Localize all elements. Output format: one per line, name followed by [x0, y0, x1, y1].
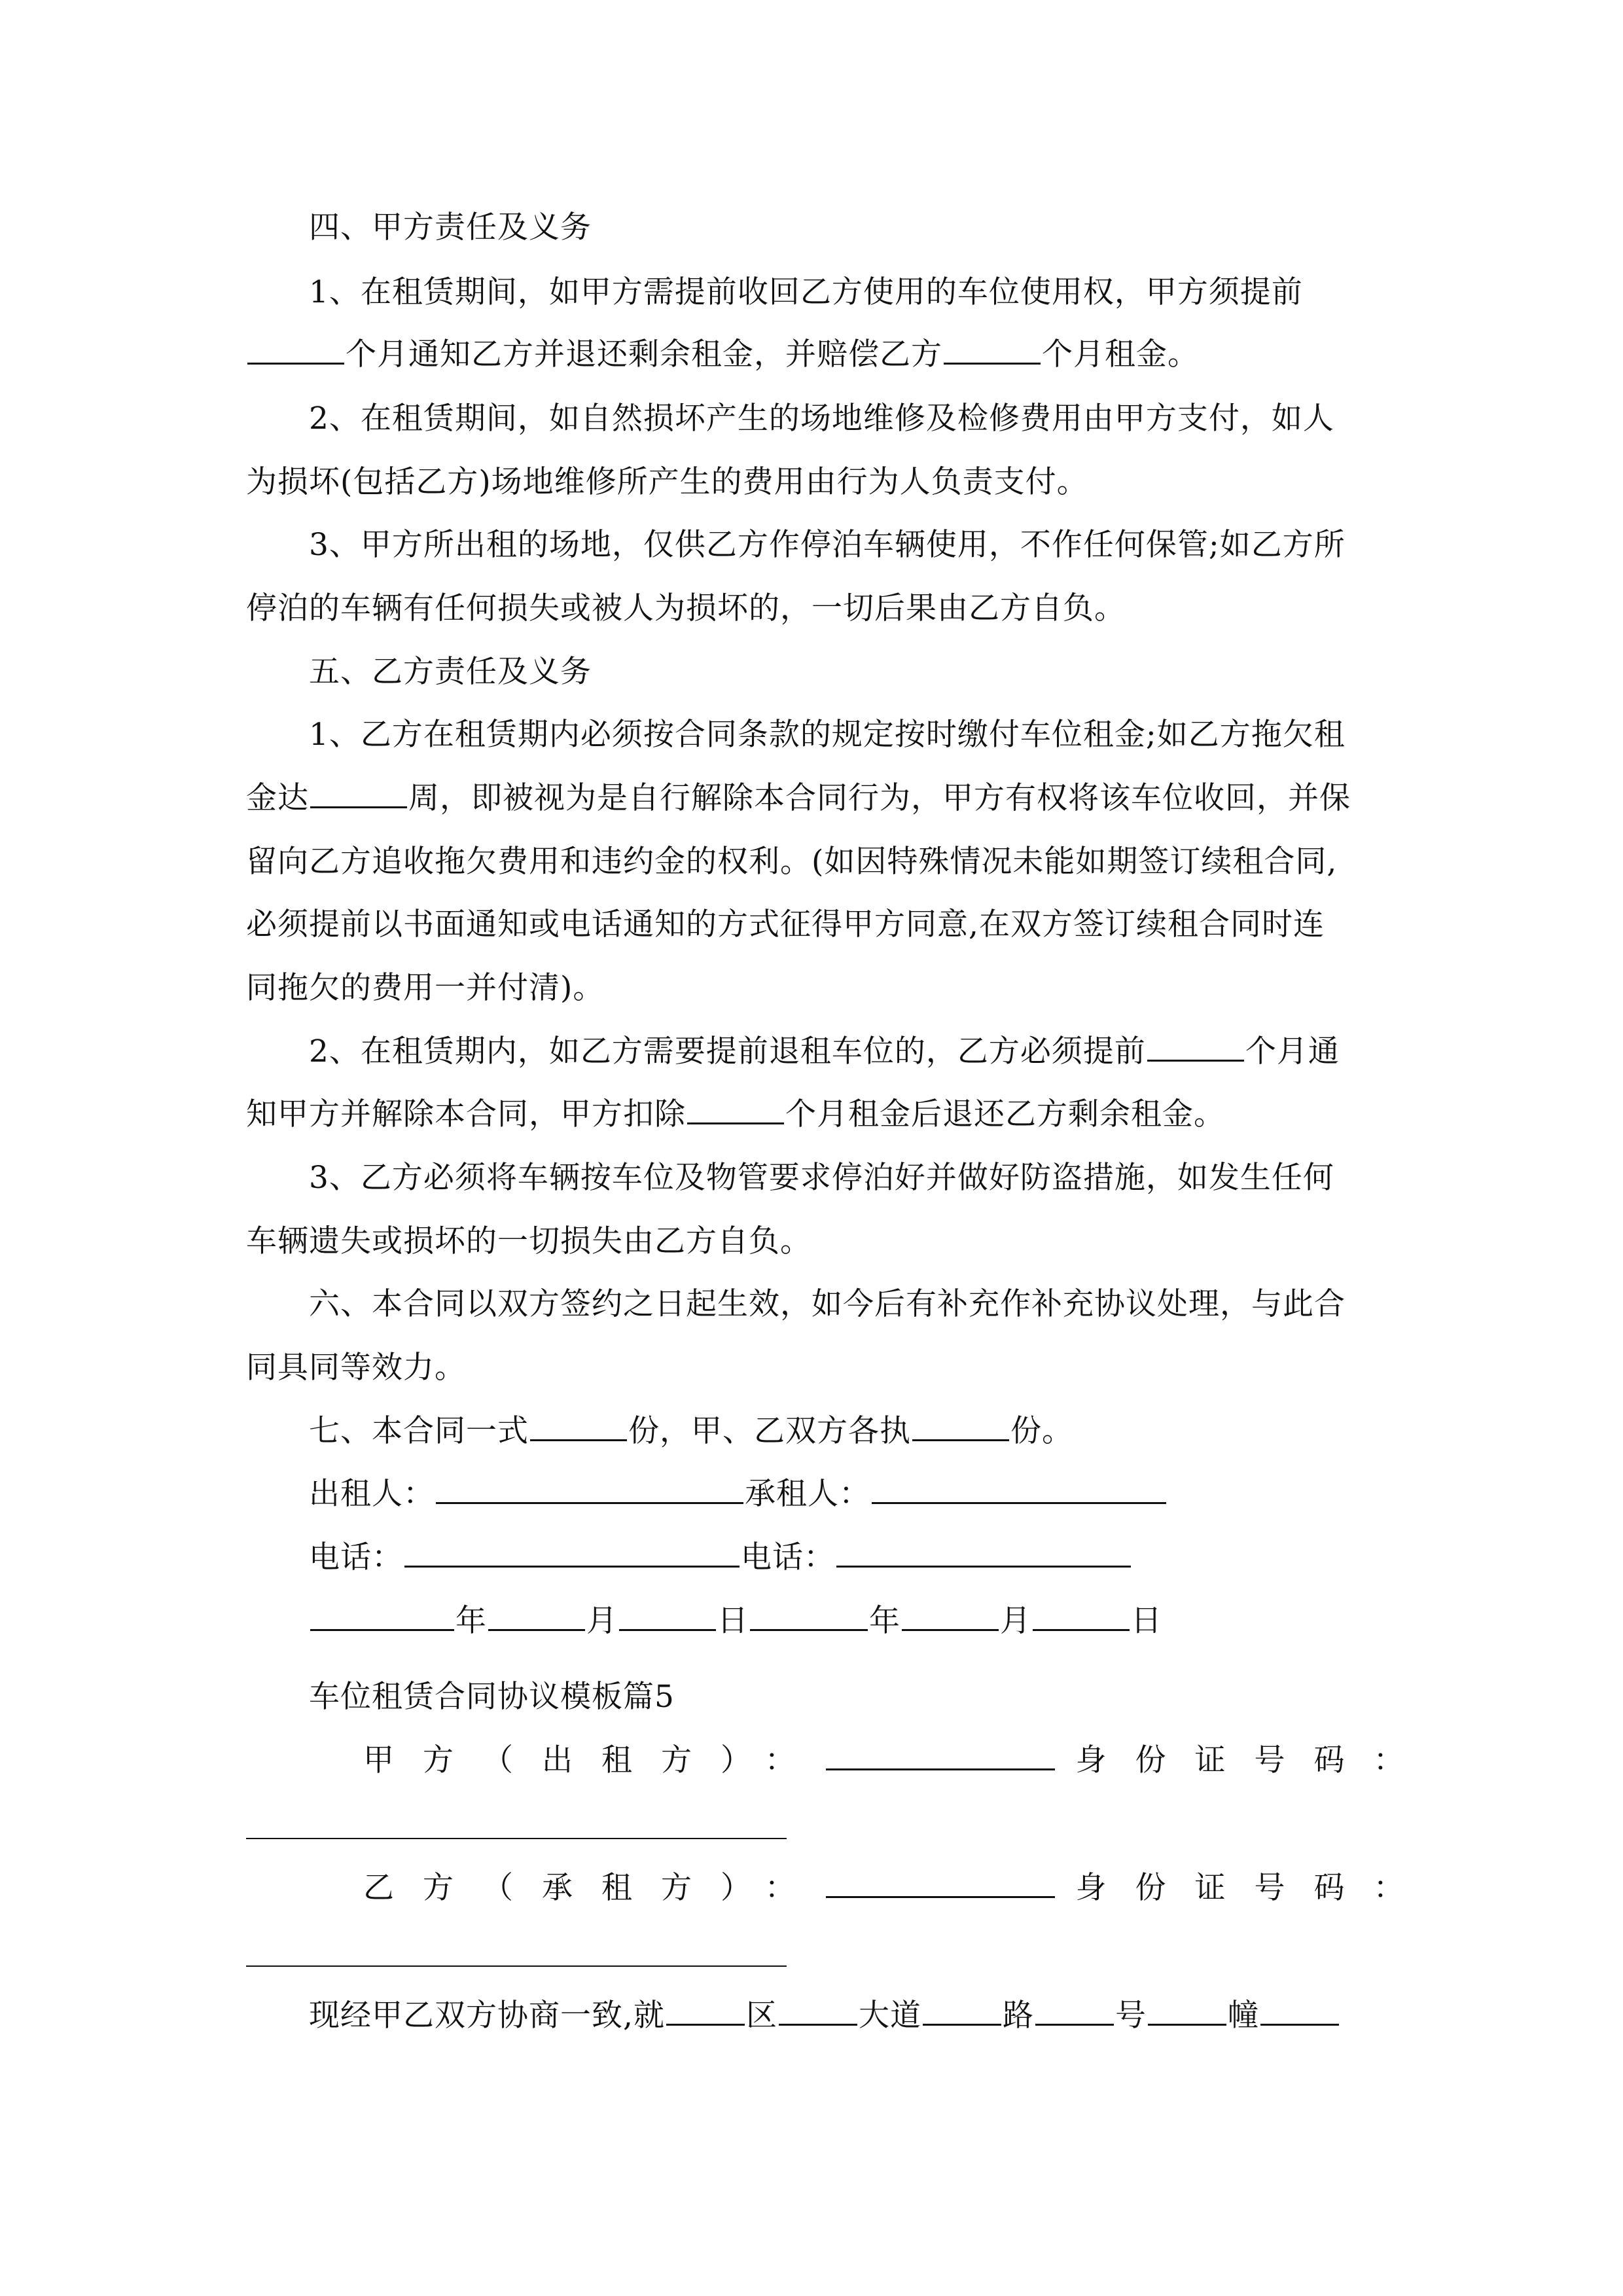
section-5-item-1-cont2: 留向乙方追收拖欠费用和违约金的权利。(如因特殊情况未能如期签订续租合同,	[246, 844, 1338, 880]
party-a-id-field[interactable]	[246, 1838, 787, 1839]
lessor-signature-field[interactable]	[436, 1501, 743, 1504]
lessor-phone-field[interactable]	[404, 1565, 740, 1568]
day-field[interactable]	[1033, 1628, 1130, 1631]
section-5-item-1-cont3: 必须提前以书面通知或电话通知的方式征得甲方同意,在双方签订续租合同时连	[246, 906, 1325, 942]
phone-row: 电话： 电话：	[309, 1538, 1441, 1577]
section-4-item-2-cont: 为损坏(包括乙方)场地维修所产生的费用由行为人负责支付。	[246, 464, 1088, 500]
month-field[interactable]	[488, 1628, 585, 1631]
blank-field[interactable]	[1147, 1059, 1244, 1062]
section-4-item-1-cont: 个月通知乙方并退还剩余租金，并赔偿乙方 个月租金。	[246, 335, 1378, 374]
section-6: 六、本合同以双方签约之日起生效，如今后有补充作补充协议处理，与此合	[309, 1286, 1346, 1322]
party-b-row: 乙方（承租方）： 身份证号码：	[363, 1870, 1433, 1906]
section-5-item-3-cont: 车辆遗失或损坏的一切损失由乙方自负。	[246, 1223, 812, 1259]
blank-field[interactable]	[310, 806, 407, 808]
section-6-cont: 同具同等效力。	[246, 1350, 466, 1386]
district-field[interactable]	[666, 2023, 745, 2026]
blank-field[interactable]	[530, 1439, 627, 1441]
number-field[interactable]	[1035, 2023, 1114, 2026]
party-b-name-field[interactable]	[826, 1895, 1055, 1898]
section-5-item-1-cont4: 同拖欠的费用一并付清)。	[246, 970, 605, 1006]
party-b-id-field[interactable]	[246, 1965, 787, 1967]
party-a-name-field[interactable]	[826, 1768, 1055, 1770]
month-field[interactable]	[902, 1628, 999, 1631]
party-a-row: 甲方（出租方）： 身份证号码：	[363, 1742, 1433, 1778]
section-7: 七、本合同一式 份，甲、乙双方各执 份。	[309, 1413, 1073, 1449]
lessee-phone-field[interactable]	[836, 1565, 1131, 1568]
blank-field[interactable]	[944, 362, 1041, 365]
section-4-item-2: 2、在租赁期间，如自然损坏产生的场地维修及检修费用由甲方支付，如人	[309, 401, 1334, 437]
avenue-field[interactable]	[779, 2023, 857, 2026]
lessee-signature-field[interactable]	[872, 1501, 1166, 1504]
building-number-field[interactable]	[1148, 2023, 1226, 2026]
signature-row: 出租人： 承租人：	[309, 1475, 1441, 1514]
day-field[interactable]	[619, 1628, 716, 1631]
section-5-item-1: 1、乙方在租赁期内必须按合同条款的规定按时缴付车位租金;如乙方拖欠租	[309, 717, 1346, 753]
date-row: 年 月 日 年 月 日	[309, 1602, 1441, 1641]
agreement-intro: 现经甲乙双方协商一致,就 区 大道 路 号 幢	[309, 1996, 1441, 2036]
section-4-item-3: 3、甲方所出租的场地，仅供乙方作停泊车辆使用，不作任何保管;如乙方所	[309, 527, 1346, 563]
section-5-item-2-cont: 知甲方并解除本合同，甲方扣除 个月租金后退还乙方剩余租金。	[246, 1096, 1225, 1132]
section-4-heading: 四、甲方责任及义务	[309, 209, 592, 245]
section-4-item-3-cont: 停泊的车辆有任何损失或被人为损坏的，一切后果由乙方自负。	[246, 590, 1126, 626]
year-field[interactable]	[750, 1628, 868, 1631]
year-field[interactable]	[310, 1628, 454, 1631]
section-4-item-1: 1、在租赁期间，如甲方需提前收回乙方使用的车位使用权，甲方须提前	[309, 274, 1303, 310]
blank-field[interactable]	[1260, 2023, 1339, 2026]
section-5-item-3: 3、乙方必须将车辆按车位及物管要求停泊好并做好防盗措施，如发生任何	[309, 1160, 1334, 1196]
road-field[interactable]	[923, 2023, 1001, 2026]
section-5-item-1-cont: 金达 周，即被视为是自行解除本合同行为，甲方有权将该车位收回，并保	[246, 780, 1351, 816]
blank-field[interactable]	[912, 1439, 1009, 1441]
section-5-item-2: 2、在租赁期内，如乙方需要提前退租车位的，乙方必须提前 个月通	[309, 1033, 1340, 1069]
blank-field[interactable]	[687, 1122, 784, 1124]
section-5-heading: 五、乙方责任及义务	[309, 654, 592, 690]
blank-field[interactable]	[247, 362, 344, 365]
template-5-title: 车位租赁合同协议模板篇5	[309, 1679, 675, 1715]
